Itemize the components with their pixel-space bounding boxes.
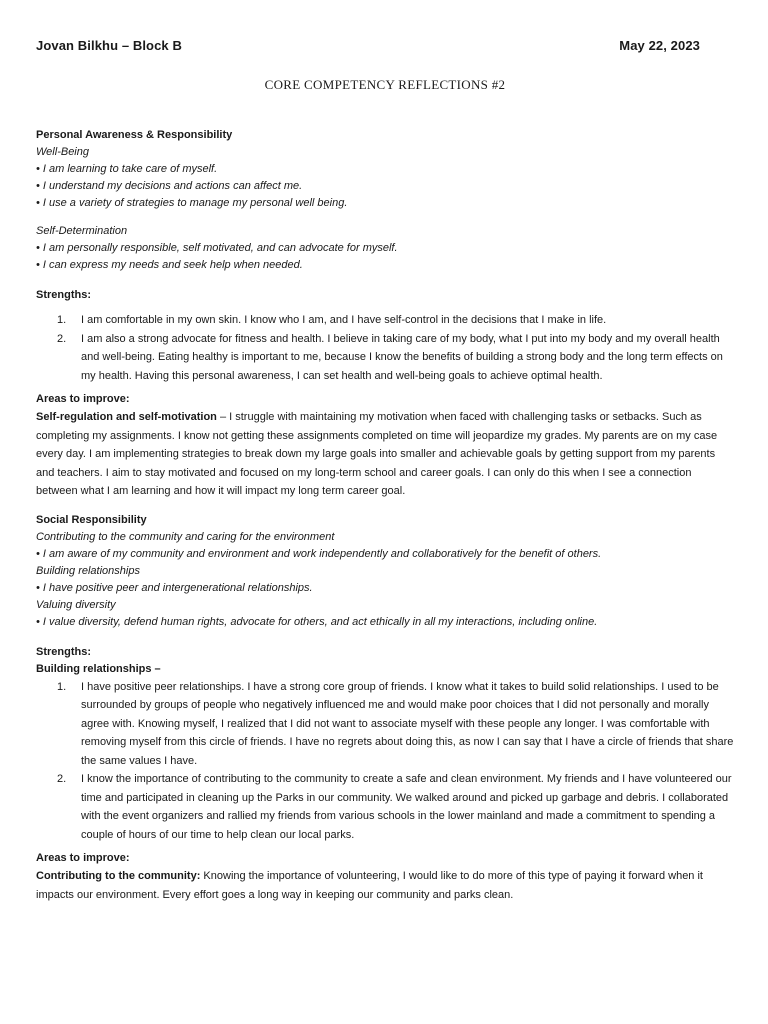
bullet-item: • I am aware of my community and environment and work independently and collaboratively for the benefit of others. <box>36 547 602 560</box>
bullet-item: • I am learning to take care of myself. <box>36 163 218 175</box>
improve-lead: Self-regulation and self-motivation <box>36 411 217 423</box>
building-heading: Building relationships – <box>36 662 161 675</box>
list-text: I am also a strong advocate for fitness and health. I believe in taking care of my body, what I put into my body and my overall health and well-being. Eating healthy is important to me, because I know the benefits of building a strong body and the long term effects on my health. Having this personal awareness, I can set health and well-being goals to achieve optimal health. <box>81 332 723 382</box>
list-number: 1. <box>57 314 67 326</box>
improve-heading: Areas to improve: <box>36 393 130 405</box>
list-text: I have positive peer relationships. I have a strong core group of friends. I know what it takes to build solid relationships. I used to be surrounded by groups of people who negatively influenced me and would make poor choices that I did not personally and morally agree with. Knowing myself, I realized that I did not want to associate myself with these people any longer. I was comfortable with removing myself from this circle of friends. I have no regrets about doing this, as now I can say that I have a circle of friends that share the same values I have. <box>81 680 734 767</box>
list-text: I know the importance of contributing to the community to create a safe and clean environment. My friends and I have volunteered our time and participated in cleaning up the Parks in our community. We walked around and picked up garbage and debris. I collaborated with the event organizers and rallied my friends from various schools in the lower mainland and made a commitment to spending a couple of hours of our time to help clean our local parks. <box>81 773 732 841</box>
list-item <box>36 678 734 771</box>
subheading-diversity: Valuing diversity <box>36 598 116 611</box>
bullet-item: • I value diversity, defend human rights, advocate for others, and act ethically in all my interactions, including online. <box>36 615 598 628</box>
strengths-heading: Strengths: <box>36 645 91 658</box>
improve-lead: Contributing to the community: <box>36 870 201 882</box>
list-item <box>36 311 734 330</box>
bullet-item: • I use a variety of strategies to manage my personal well being. <box>36 197 348 209</box>
subheading-community: Contributing to the community and caring for the environment <box>36 530 335 543</box>
list-item <box>36 770 734 844</box>
document-body <box>36 127 734 904</box>
list-number: 1. <box>57 680 67 693</box>
document-header <box>36 37 700 54</box>
improve-text: Knowing the importance of volunteering, I would like to do more of this type of paying it forward when it impacts our environment. Every effort goes a long way in keeping our community and parks clean. <box>36 870 703 901</box>
section-heading-personal: Personal Awareness & Responsibility <box>36 129 233 141</box>
bullet-item: • I have positive peer and intergenerational relationships. <box>36 581 313 594</box>
strengths-heading: Strengths: <box>36 289 91 301</box>
subheading-building: Building relationships <box>36 564 140 577</box>
list-item <box>36 330 734 386</box>
date-line: May 22, 2023 <box>619 38 700 53</box>
list-text: I am comfortable in my own skin. I know who I am, and I have self-control in the decisions that I make in life. <box>81 314 607 326</box>
strengths-list <box>36 311 734 385</box>
section-heading-social: Social Responsibility <box>36 513 147 526</box>
bullet-item: • I am personally responsible, self motivated, and can advocate for myself. <box>36 242 398 254</box>
list-number: 2. <box>57 773 67 785</box>
improve-text: – I struggle with maintaining my motivation when faced with challenging tasks or setbacks. Such as completing my assignments. I know not getting these assignments completed on time will jeopardize my grades. My parents are on my case every day. I am implementing strategies to break down my large goals into smaller and achievable goals by getting support from my parents and teachers. I aim to stay motivated and focused on my long-term school and career goals. I can only do this when I see a connection between what I am learning and how it will impact my long term career goal. <box>36 411 718 497</box>
author-line: Jovan Bilkhu – Block B <box>36 38 182 53</box>
subheading-wellbeing: Well-Being <box>36 146 89 158</box>
improve-paragraph <box>36 408 734 501</box>
list-number: 2. <box>57 332 67 345</box>
strengths-list <box>36 678 734 845</box>
improve-paragraph <box>36 867 734 904</box>
bullet-item: • I can express my needs and seek help when needed. <box>36 259 303 271</box>
bullet-item: • I understand my decisions and actions can affect me. <box>36 180 303 192</box>
improve-heading: Areas to improve: <box>36 852 130 864</box>
subheading-self-determination: Self-Determination <box>36 225 128 237</box>
document-title: CORE COMPETENCY REFLECTIONS #2 <box>264 77 506 92</box>
